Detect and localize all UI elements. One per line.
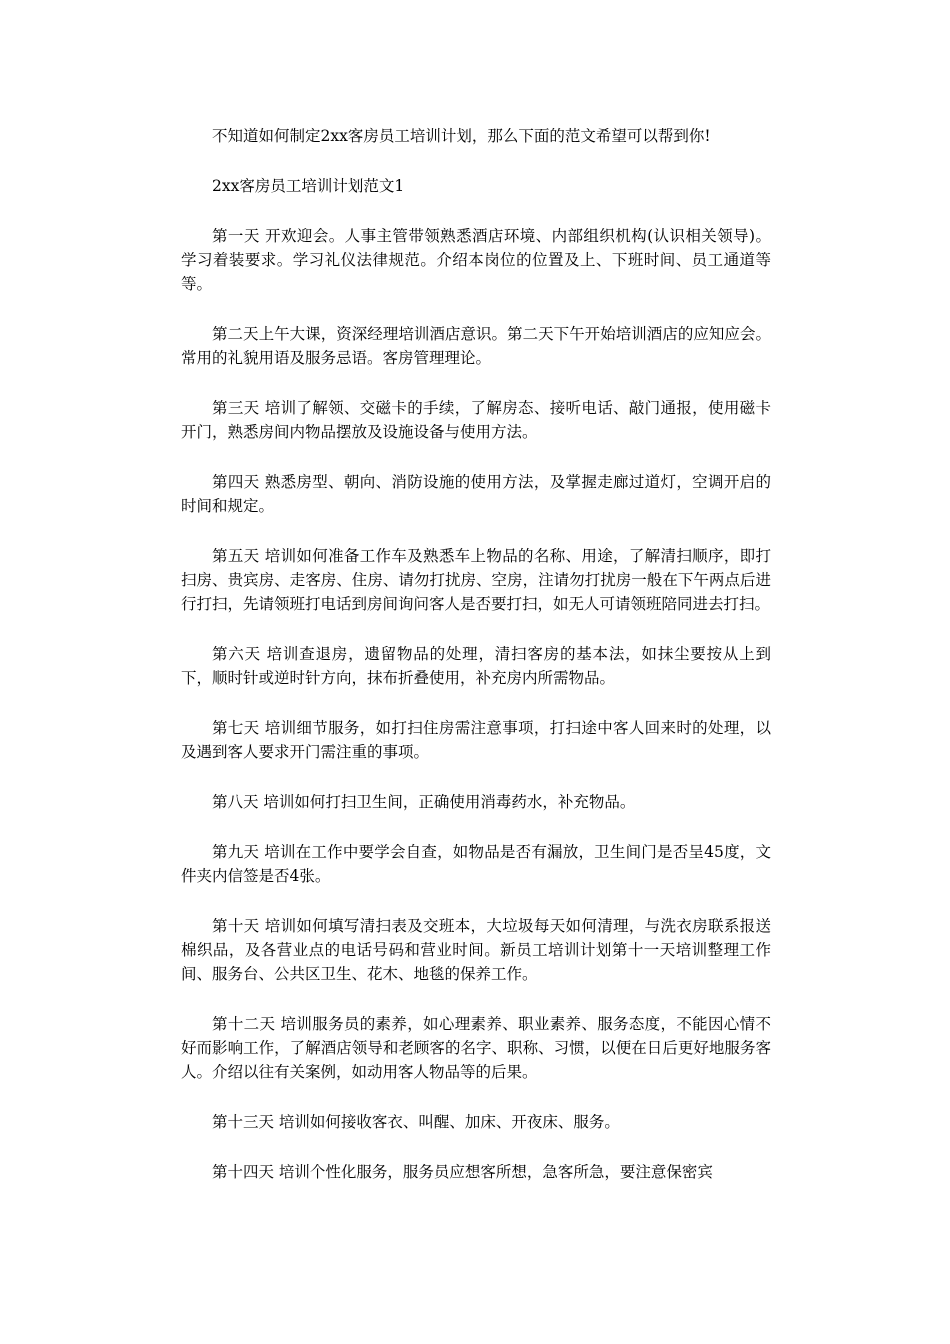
day-14-paragraph: 第十四天 培训个性化服务，服务员应想客所想，急客所急，要注意保密宾 (212, 1163, 713, 1181)
day-7-paragraph: 第七天 培训细节服务，如打扫住房需注意事项，打扫途中客人回来时的处理，以及遇到客人要求开门需注重的事项。 (181, 719, 771, 761)
day-1-paragraph: 第一天 开欢迎会。人事主管带领熟悉酒店环境、内部组织机构(认识相关领导)。学习着装要求。学习礼仪法律规范。介绍本岗位的位置及上、下班时间、员工通道等等。 (181, 227, 771, 293)
day-10-paragraph: 第十天 培训如何填写清扫表及交班本，大垃圾每天如何清理，与洗衣房联系报送棉织品，及各营业点的电话号码和营业时间。新员工培训计划第十一天培训整理工作间、服务台、公共区卫生、花木、地毯的保养工作。 (181, 917, 771, 983)
day-9-paragraph: 第九天 培训在工作中要学会自查，如物品是否有漏放，卫生间门是否呈45度，文件夹内信签是否4张。 (181, 843, 771, 885)
intro-paragraph: 不知道如何制定2xx客房员工培训计划，那么下面的范文希望可以帮到你! (212, 127, 711, 145)
day-8-paragraph: 第八天 培训如何打扫卫生间，正确使用消毒药水，补充物品。 (212, 793, 636, 811)
day-3-paragraph: 第三天 培训了解领、交磁卡的手续，了解房态、接听电话、敲门通报，使用磁卡开门，熟悉房间内物品摆放及设施设备与使用方法。 (181, 399, 771, 441)
day-13-paragraph: 第十三天 培训如何接收客衣、叫醒、加床、开夜床、服务。 (212, 1113, 620, 1131)
day-12-paragraph: 第十二天 培训服务员的素养，如心理素养、职业素养、服务态度，不能因心情不好而影响工作，了解酒店领导和老顾客的名字、职称、习惯，以便在日后更好地服务客人。介绍以往有关案例，如动用客人物品等的后果。 (181, 1015, 771, 1081)
day-5-paragraph: 第五天 培训如何准备工作车及熟悉车上物品的名称、用途，了解清扫顺序，即打扫房、贵宾房、走客房、住房、请勿打扰房、空房，注请勿打扰房一般在下午两点后进行打扫，先请领班打电话到房间询问客人是否要打扫，如无人可请领班陪同进去打扫。 (181, 547, 771, 613)
document-title: 2xx客房员工培训计划范文1 (212, 177, 405, 195)
day-2-paragraph: 第二天上午大课，资深经理培训酒店意识。第二天下午开始培训酒店的应知应会。常用的礼貌用语及服务忌语。客房管理理论。 (181, 325, 771, 367)
day-6-paragraph: 第六天 培训查退房，遗留物品的处理，清扫客房的基本法，如抹尘要按从上到下，顺时针或逆时针方向，抹布折叠使用，补充房内所需物品。 (181, 645, 771, 687)
day-4-paragraph: 第四天 熟悉房型、朝向、消防设施的使用方法，及掌握走廊过道灯，空调开启的时间和规定。 (181, 473, 771, 515)
document-body (181, 124, 771, 1210)
